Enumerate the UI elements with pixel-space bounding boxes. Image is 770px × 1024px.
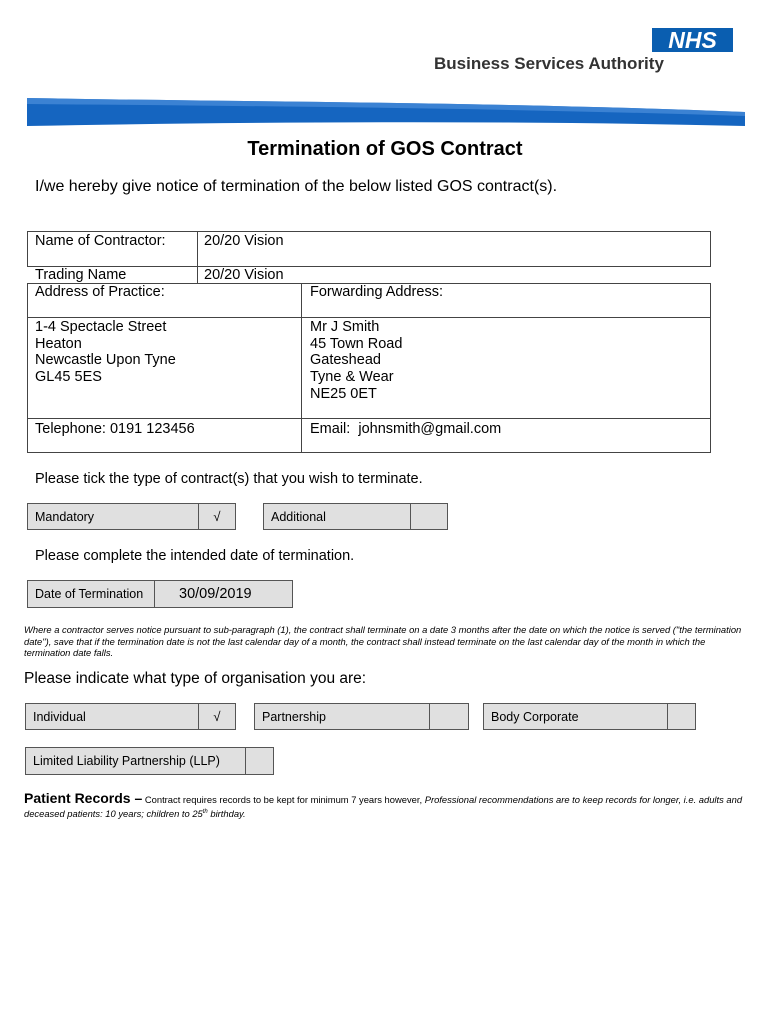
address-line: 1-4 Spectacle Street	[35, 319, 167, 335]
telephone: Telephone: 0191 123456	[35, 421, 195, 437]
mandatory-checkbox[interactable]: √	[198, 503, 236, 530]
email-value: johnsmith@gmail.com	[358, 421, 502, 437]
address-line: Newcastle Upon Tyne	[35, 352, 176, 368]
nhs-logo: NHS	[652, 28, 733, 52]
partnership-checkbox[interactable]	[429, 703, 469, 730]
additional-label: Additional	[263, 503, 411, 530]
contract-type-prompt: Please tick the type of contract(s) that you wish to terminate.	[35, 471, 423, 487]
address-label: Address of Practice:	[35, 284, 165, 300]
column-divider	[197, 231, 198, 283]
document-title: Termination of GOS Contract	[247, 138, 523, 160]
mandatory-label: Mandatory	[27, 503, 199, 530]
address-line: GL45 5ES	[35, 369, 102, 385]
forwarding-line: Tyne & Wear	[310, 369, 394, 385]
forwarding-line: Gateshead	[310, 352, 381, 368]
ordinal-suffix: th	[202, 809, 208, 815]
partnership-label: Partnership	[254, 703, 430, 730]
trading-name-label: Trading Name	[35, 267, 127, 283]
organisation-name: Business Services Authority	[434, 54, 664, 73]
termination-date-label: Date of Termination	[27, 580, 155, 608]
forwarding-label: Forwarding Address:	[310, 284, 443, 300]
row-divider	[27, 418, 711, 419]
patient-records-end: birthday.	[210, 808, 246, 820]
patient-records-note	[24, 792, 744, 820]
name-label: Name of Contractor:	[35, 233, 166, 249]
patient-records-heading: Patient Records –	[24, 790, 143, 806]
address-line: Heaton	[35, 336, 82, 352]
intro-text: I/we hereby give notice of termination of the below listed GOS contract(s).	[35, 178, 558, 195]
patient-records-text: Contract requires records to be kept for minimum 7 years however,	[144, 794, 423, 805]
body-corporate-checkbox[interactable]	[667, 703, 696, 730]
trading-name-value: 20/20 Vision	[204, 267, 284, 283]
name-value: 20/20 Vision	[204, 233, 284, 249]
individual-checkbox[interactable]: √	[198, 703, 236, 730]
row-divider	[27, 317, 711, 318]
email	[310, 421, 501, 438]
header-swoosh	[0, 94, 770, 130]
body-corporate-label: Body Corporate	[483, 703, 668, 730]
termination-date-prompt: Please complete the intended date of termination.	[35, 548, 355, 564]
termination-note: Where a contractor serves notice pursuant to sub-paragraph (1), the contract shall terminate on a date 3 months after the date on which the notice is served ("the termination date"), save that if the termination date is not the last calendar day of a month, the contract shall instead terminate on the last calendar day of the month in which the termination date falls.	[24, 624, 742, 658]
additional-checkbox[interactable]	[410, 503, 448, 530]
forwarding-line: Mr J Smith	[310, 319, 380, 335]
column-divider	[301, 283, 302, 453]
termination-date-field[interactable]: 30/09/2019	[154, 580, 293, 608]
email-label: Email:	[310, 421, 351, 437]
llp-checkbox[interactable]	[245, 747, 274, 775]
individual-label: Individual	[25, 703, 199, 730]
forwarding-line: NE25 0ET	[310, 386, 377, 402]
forwarding-line: 45 Town Road	[310, 336, 403, 352]
organisation-prompt: Please indicate what type of organisation you are:	[24, 670, 367, 687]
llp-label: Limited Liability Partnership (LLP)	[25, 747, 246, 775]
patient-records-recommendation: Professional recommendations are to keep records for longer, i.e. adults and deceased patients: 10 years; children to 25	[24, 794, 743, 820]
